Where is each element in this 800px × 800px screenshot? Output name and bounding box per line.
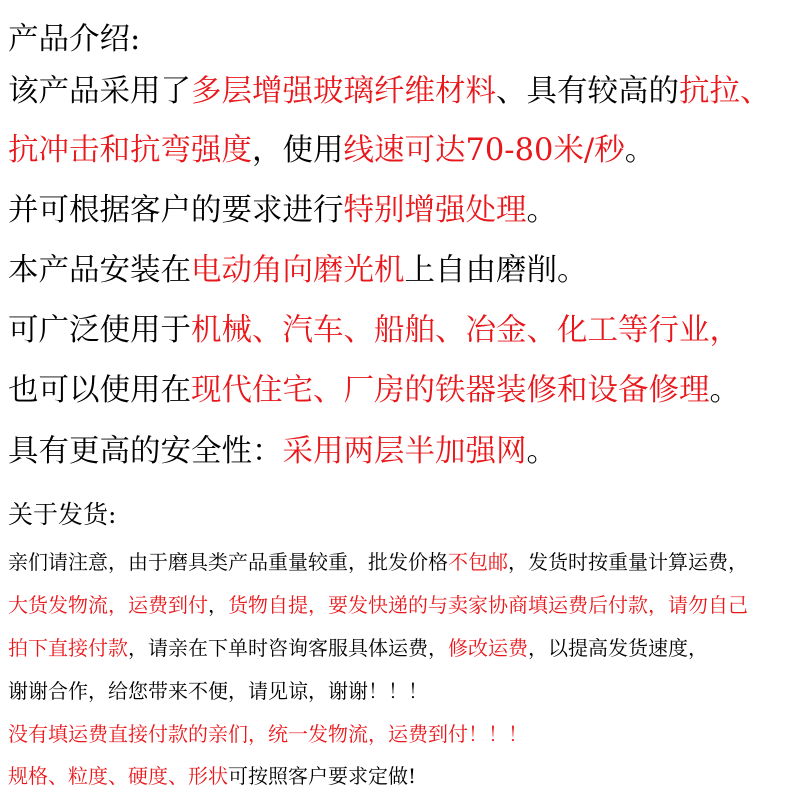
intro-line-strength-d: 。: [624, 133, 656, 168]
intro-line-material-b: 多层增强玻璃纤维材料: [191, 74, 496, 109]
intro-line-usage-b: 现代住宅、厂房的铁器装修和设备修理: [191, 373, 710, 408]
intro-line-safety-a: 具有更高的安全性：: [8, 434, 283, 469]
intro-line-usage-a: 也可以使用在: [8, 373, 191, 408]
shipping-heading-text: 关于发货:: [8, 500, 117, 529]
intro-line-install: [8, 253, 800, 290]
shipping-line-logistics-c: 货物自提，要发快递的与卖家协商填运费后付款，请勿自己: [228, 593, 748, 617]
intro-line-usage-c: 。: [709, 373, 740, 408]
shipping-line-collect-a: 没有填运费直接付款的亲们，统一发物流，运费到付！！！: [8, 722, 528, 746]
shipping-line-collect: [8, 722, 800, 746]
shipping-line-custom-b: 可按照客户要求定做!: [228, 764, 417, 788]
intro-line-strength: [8, 133, 800, 170]
shipping-heading: [8, 500, 800, 530]
shipping-line-thanks-a: 谢谢合作，给您带来不便，请见谅，谢谢！！！: [8, 679, 428, 703]
shipping-line-custom: [8, 764, 800, 788]
shipping-line-weight-c: ，发货时按重量计算运费，: [508, 550, 748, 574]
intro-line-custom-c: 。: [526, 193, 557, 228]
intro-line-material-c: 、具有较高的: [496, 74, 679, 109]
intro-line-industries-a: 可广泛使用于: [8, 313, 191, 348]
shipping-line-weight-b: 不包邮: [448, 550, 508, 574]
intro-line-material-a: 该产品采用了: [8, 74, 191, 109]
intro-line-material: [8, 74, 800, 111]
intro-line-material-d: 抗拉、: [679, 74, 771, 109]
intro-line-strength-a: 抗冲击和抗弯强度: [8, 133, 252, 168]
intro-line-strength-b: ，使用: [252, 133, 344, 168]
shipping-line-logistics-a: 大货发物流，运费到付: [8, 593, 208, 617]
product-intro-heading-text: 产品介绍:: [8, 22, 141, 57]
product-intro-heading: [8, 22, 800, 59]
intro-line-industries: [8, 313, 800, 350]
shipping-line-payment-c: 修改运费: [448, 636, 528, 660]
shipping-line-logistics: [8, 593, 800, 617]
shipping-line-weight-a: 亲们请注意，由于磨具类产品重量较重，批发价格: [8, 550, 448, 574]
intro-line-industries-b: 机械、汽车、船舶、冶金、化工等行业，: [191, 313, 740, 348]
shipping-line-payment-d: ，以提高发货速度，: [528, 636, 708, 660]
shipping-line-payment: [8, 636, 800, 660]
intro-line-custom-a: 并可根据客户的要求进行: [8, 193, 344, 228]
intro-line-safety-c: 。: [526, 434, 557, 469]
intro-line-install-a: 本产品安装在: [8, 253, 191, 288]
intro-line-safety: [8, 434, 800, 471]
shipping-line-custom-a: 规格、粒度、硬度、形状: [8, 764, 228, 788]
shipping-line-payment-b: ，请亲在下单时咨询客服具体运费，: [128, 636, 448, 660]
shipping-line-payment-a: 拍下直接付款: [8, 636, 128, 660]
shipping-line-logistics-b: ，: [208, 593, 228, 617]
shipping-line-weight: [8, 550, 800, 574]
intro-line-custom-b: 特别增强处理: [343, 193, 527, 228]
intro-line-install-c: 上自由磨削。: [404, 253, 588, 288]
intro-line-usage: [8, 373, 800, 410]
shipping-line-thanks: [8, 679, 800, 703]
intro-line-strength-c: 线速可达70-80米/秒: [343, 133, 625, 168]
intro-line-custom: [8, 193, 800, 230]
intro-line-install-b: 电动角向磨光机: [191, 253, 405, 288]
intro-line-safety-b: 采用两层半加强网: [282, 434, 527, 469]
